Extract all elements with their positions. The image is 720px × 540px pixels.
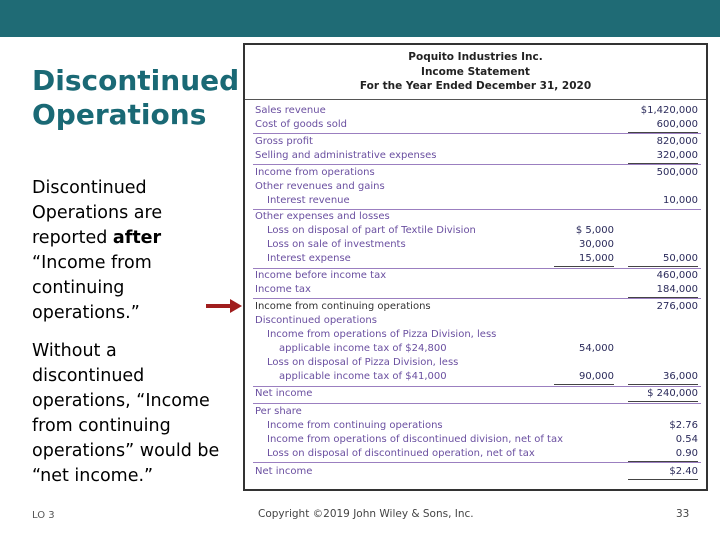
top-banner	[0, 0, 720, 37]
row-label: Income from operations	[255, 167, 375, 178]
learning-objective-label: LO 3	[32, 510, 55, 521]
row-label: Loss on disposal of discontinued operation, net of tax	[267, 448, 535, 459]
row-label: Interest expense	[267, 253, 351, 264]
statement-row	[245, 465, 706, 479]
statement-row	[245, 328, 706, 342]
statement-row	[245, 104, 706, 118]
statement-row	[245, 238, 706, 252]
row-label: Loss on sale of investments	[267, 239, 406, 250]
row-amount: 36,000	[628, 370, 698, 385]
statement-row	[245, 118, 706, 132]
row-separator	[253, 462, 701, 463]
statement-row	[245, 405, 706, 419]
row-amount: 0.54	[675, 434, 698, 445]
row-label: Other revenues and gains	[255, 181, 385, 192]
statement-row	[245, 419, 706, 433]
statement-row	[245, 283, 706, 297]
row-subamount: 54,000	[579, 343, 614, 354]
income-statement	[243, 43, 708, 491]
row-amount: 600,000	[628, 118, 698, 133]
row-label: Per share	[255, 406, 302, 417]
statement-row	[245, 166, 706, 180]
row-label: Income tax	[255, 284, 311, 295]
row-label: Income from operations of discontinued division, net of tax	[267, 434, 563, 445]
page-number: 33	[676, 508, 690, 520]
row-label: Loss on disposal of Pizza Division, less	[267, 357, 459, 368]
explanation-paragraph	[32, 176, 232, 326]
row-amount: 500,000	[656, 167, 698, 178]
row-subamount: 90,000	[554, 370, 614, 385]
statement-row	[245, 314, 706, 328]
row-subamount: 30,000	[579, 239, 614, 250]
para1-emphasis-after: after	[112, 228, 162, 248]
statement-row	[245, 180, 706, 194]
row-separator	[253, 133, 701, 134]
row-label: Net income	[255, 466, 313, 477]
note-paragraph: Without a discontinued operations, “Income from continuing operations” would be “net income.”	[32, 341, 220, 486]
statement-row	[245, 224, 706, 238]
row-separator	[253, 403, 701, 404]
statement-period: For the Year Ended December 31, 2020	[359, 80, 592, 92]
para1-text-3: are reported	[32, 203, 163, 248]
statement-row	[245, 300, 706, 314]
copyright-text: Copyright ©2019 John Wiley & Sons, Inc.	[258, 508, 474, 520]
row-label: Other expenses and losses	[255, 211, 390, 222]
row-label: Net income	[255, 388, 313, 399]
row-label: applicable income tax of $41,000	[279, 371, 447, 382]
row-label: Selling and administrative expenses	[255, 150, 437, 161]
row-subamount: 15,000	[554, 252, 614, 267]
row-amount: 184,000	[628, 283, 698, 298]
statement-row	[245, 342, 706, 356]
row-amount: 276,000	[656, 301, 698, 312]
row-label: Income from operations of Pizza Division, less	[267, 329, 497, 340]
row-label: Discontinued operations	[255, 315, 377, 326]
row-label: Income from continuing operations	[255, 301, 431, 312]
row-amount: 50,000	[628, 252, 698, 267]
row-separator	[253, 298, 701, 299]
row-separator	[253, 164, 701, 165]
statement-row	[245, 433, 706, 447]
header-divider	[245, 99, 706, 100]
company-name: Poquito Industries Inc.	[408, 51, 543, 63]
row-label: Sales revenue	[255, 105, 326, 116]
statement-row	[245, 447, 706, 461]
row-amount: $2.76	[669, 420, 698, 431]
row-label: applicable income tax of $24,800	[279, 343, 447, 354]
statement-row	[245, 149, 706, 163]
row-amount: 320,000	[628, 149, 698, 164]
statement-row	[245, 387, 706, 401]
statement-name: Income Statement	[421, 66, 530, 78]
slide-title: Discontinued Operations	[32, 64, 240, 131]
row-label: Loss on disposal of part of Textile Division	[267, 225, 476, 236]
para1-text-1: Discontinued	[32, 178, 147, 198]
row-label: Interest revenue	[267, 195, 350, 206]
statement-row	[245, 135, 706, 149]
statement-row	[245, 252, 706, 266]
statement-row	[245, 210, 706, 224]
statement-row	[245, 356, 706, 370]
row-amount: $1,420,000	[640, 105, 698, 116]
statement-row	[245, 194, 706, 208]
row-amount: 460,000	[656, 270, 698, 281]
row-amount: 10,000	[663, 195, 698, 206]
row-amount: $2.40	[628, 465, 698, 480]
para1-text-2: Operations	[32, 203, 129, 223]
row-amount: 0.90	[628, 447, 698, 462]
row-amount: $ 240,000	[628, 387, 698, 402]
row-subamount: $ 5,000	[575, 225, 614, 236]
statement-row	[245, 370, 706, 384]
row-label: Gross profit	[255, 136, 313, 147]
row-label: Income before income tax	[255, 270, 387, 281]
pointer-arrow-icon	[206, 297, 244, 315]
row-label: Cost of goods sold	[255, 119, 348, 130]
row-amount: 820,000	[656, 136, 698, 147]
statement-row	[245, 269, 706, 283]
para1-text-5: “Income from continuing operations.”	[32, 253, 152, 323]
row-label: Income from continuing operations	[267, 420, 443, 431]
